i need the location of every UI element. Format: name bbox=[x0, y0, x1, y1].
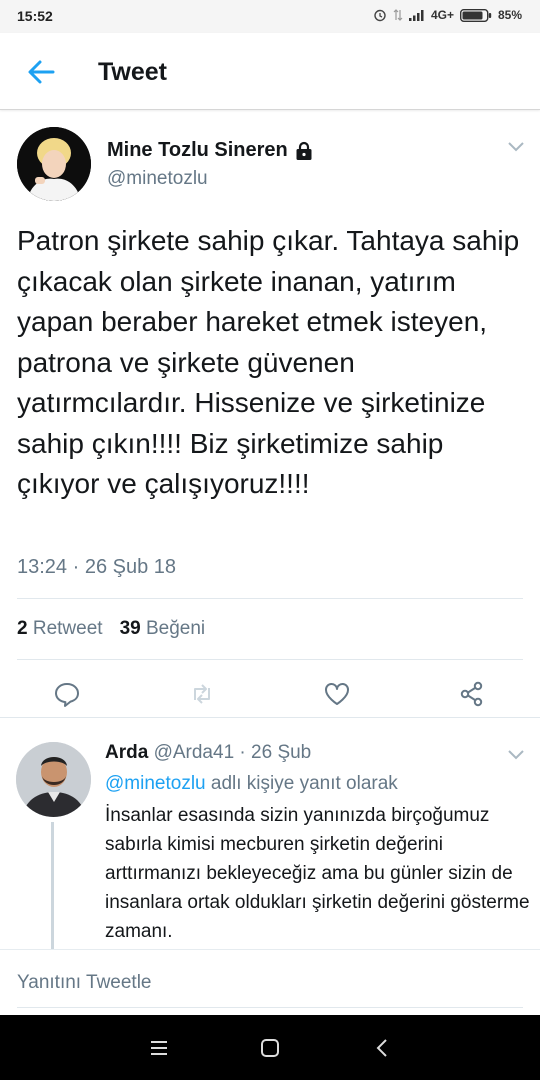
reply-composer bbox=[0, 949, 540, 1016]
reply-icon[interactable] bbox=[53, 680, 81, 708]
reply-input[interactable] bbox=[17, 962, 523, 1008]
tweet-stats bbox=[17, 618, 205, 640]
chevron-down-icon[interactable] bbox=[507, 141, 525, 153]
author-handle[interactable]: @minetozlu bbox=[107, 168, 208, 189]
back-arrow-icon[interactable] bbox=[26, 57, 56, 87]
tweet-actions bbox=[0, 672, 540, 716]
divider bbox=[17, 659, 523, 660]
retweet-icon[interactable] bbox=[188, 680, 216, 708]
reply-author-avatar[interactable] bbox=[16, 742, 91, 817]
reply-author-handle: @Arda41 bbox=[153, 742, 235, 763]
author-avatar[interactable] bbox=[17, 127, 91, 201]
reply-to-line bbox=[105, 773, 398, 795]
tweet-text: Patron şirkete sahip çıkar. Tahtaya sahip çıkacak olan şirkete inanan, yatırım yapan beraber hareket etmek isteyen, patrona ve şirkete güvenen yatırmcılardır. Hissenize ve şirketinize sahip çıkın!!!! Biz şirketimize sahip çıkıyor ve çalışıyoruz!!!! bbox=[17, 225, 520, 499]
reply-to-mention[interactable]: @minetozlu bbox=[105, 773, 206, 794]
tweet-timestamp: 13:24 · 26 Şub 18 bbox=[17, 556, 177, 578]
divider bbox=[17, 598, 523, 599]
menu-icon[interactable] bbox=[148, 1037, 170, 1059]
reply-author-name: Arda bbox=[105, 742, 149, 763]
battery-icon bbox=[460, 9, 492, 22]
system-nav-bar bbox=[0, 1015, 540, 1080]
like-icon[interactable] bbox=[323, 680, 351, 708]
author-name[interactable]: Mine Tozlu Sineren bbox=[107, 139, 314, 162]
status-bar bbox=[0, 0, 540, 33]
battery-label: 85% bbox=[497, 8, 522, 22]
reply-text: İnsanlar esasında sizin yanınızda birçoğumuz sabırla kimisi mecburen şirketin değerini arttırmanızı bekleyeceğiz ama bu günler sizin de insanlara ortak oldukları şirketin değerini gösterme zamanı. bbox=[105, 805, 530, 942]
share-icon[interactable] bbox=[458, 680, 486, 708]
data-transfer-icon bbox=[393, 8, 403, 22]
thread-line bbox=[51, 822, 54, 950]
reply-header[interactable] bbox=[105, 742, 311, 764]
reply-input-placeholder: Yanıtını Tweetle bbox=[17, 972, 152, 993]
lock-icon bbox=[294, 141, 314, 161]
chevron-down-icon[interactable] bbox=[507, 749, 525, 761]
app-header bbox=[0, 33, 540, 110]
back-icon[interactable] bbox=[372, 1037, 394, 1059]
page-title: Tweet bbox=[98, 58, 167, 86]
status-time: 15:52 bbox=[17, 8, 53, 24]
status-icons bbox=[367, 8, 522, 22]
alarm-icon bbox=[373, 8, 387, 22]
reply-to-label: adlı kişiye yanıt olarak bbox=[210, 773, 398, 794]
network-label: 4G+ bbox=[430, 8, 454, 22]
reply-date: · 26 Şub bbox=[239, 742, 312, 763]
signal-icon bbox=[409, 9, 425, 21]
like-stat[interactable]: 39 Beğeni bbox=[119, 618, 206, 639]
section-divider bbox=[0, 717, 540, 728]
home-icon[interactable] bbox=[259, 1037, 281, 1059]
retweet-stat[interactable]: 2 Retweet bbox=[17, 618, 103, 639]
